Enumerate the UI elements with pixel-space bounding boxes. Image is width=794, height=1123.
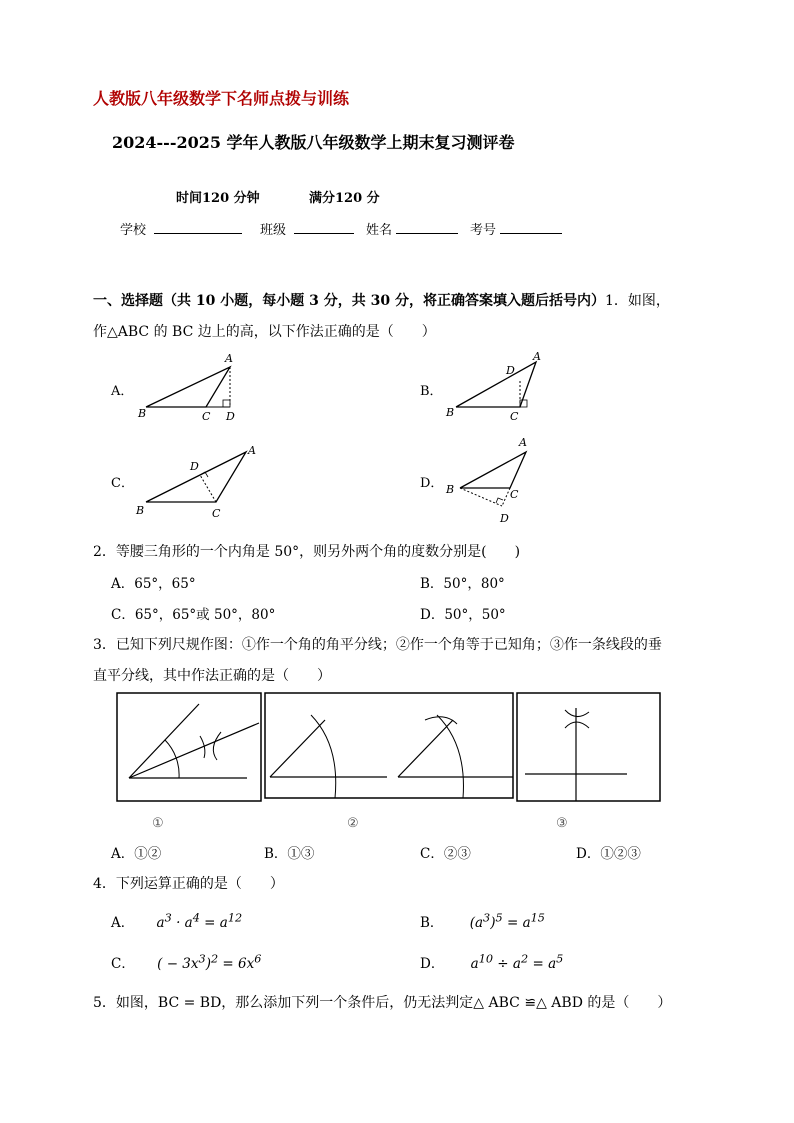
- q4-option-a[interactable]: [111, 911, 242, 931]
- q4-option-d-letter: D．: [420, 956, 445, 972]
- q4-option-a-expr: $a^3 \cdot a^4 = a^{12}$: [156, 911, 243, 931]
- point-c-label: C: [212, 507, 221, 520]
- class-label: 班级: [260, 223, 287, 238]
- exam-no-blank[interactable]: [500, 221, 562, 234]
- name-blank[interactable]: [396, 221, 458, 234]
- q1-figure-c: [130, 440, 270, 520]
- point-a-label: A: [533, 350, 541, 363]
- construction-arc: [437, 715, 463, 798]
- q3-option-d[interactable]: D．①②③: [576, 846, 641, 862]
- construction-arc: [165, 740, 179, 778]
- point-b-label: B: [446, 483, 455, 496]
- q3-option-c[interactable]: C．②③: [420, 846, 471, 862]
- point-d-label: D: [500, 512, 509, 525]
- construction-arc: [311, 715, 336, 798]
- school-label: 学校: [120, 223, 147, 238]
- right-angle-mark: [223, 400, 230, 407]
- point-c-label: C: [510, 488, 519, 501]
- exam-no-field: [470, 219, 562, 238]
- exam-full-score: 满分120 分: [309, 191, 380, 206]
- q1-figure-b: [440, 350, 560, 430]
- class-field: [260, 219, 354, 238]
- class-blank[interactable]: [294, 221, 354, 234]
- q3-option-a[interactable]: A．①②: [111, 846, 162, 862]
- angle-ray-right: [398, 720, 453, 777]
- q4-option-c-expr: ( − $3x^3)^2 = 6x^6$: [157, 952, 262, 972]
- construction-arc: [565, 722, 589, 728]
- triangle-abc: [146, 367, 230, 407]
- q4-option-d-expr: $a^{10} \div a^2 = a^5$: [470, 952, 564, 972]
- q3-frame-2: [265, 693, 513, 798]
- q1-option-a-label: A．: [111, 384, 134, 399]
- q4-stem: 4．下列运算正确的是（ ）: [93, 876, 284, 892]
- name-label: 姓名: [366, 223, 393, 238]
- section-heading-text: 一、选择题（共 10 小题，每小题 3 分，共 30 分，将正确答案填入题后括号内）: [93, 293, 605, 309]
- angle-bisector: [129, 723, 259, 778]
- point-a-label: A: [248, 444, 256, 457]
- q3-figures: [115, 690, 665, 805]
- q4-option-b[interactable]: [420, 911, 545, 931]
- triangle-abc: [460, 452, 526, 488]
- q3-frame-1: [117, 693, 261, 801]
- q3-figure-label-2: ②: [347, 816, 359, 831]
- q2-option-c[interactable]: C．65°，65°或 50°，80°: [111, 607, 276, 623]
- q1-start: 1．如图，: [604, 293, 670, 309]
- q2-stem: 2．等腰三角形的一个内角是 50°，则另外两个角的度数分别是( ): [93, 544, 521, 560]
- point-a-label: A: [519, 436, 527, 449]
- q3-figure-label-3: ③: [556, 816, 568, 831]
- point-c-label: C: [510, 410, 519, 423]
- school-field: [120, 219, 242, 238]
- exam-title: 2024---2025 学年人教版八年级数学上期末复习测评卷: [112, 133, 515, 152]
- right-angle-mark: [496, 498, 503, 503]
- angle-ray-upper: [129, 704, 199, 778]
- construction-arc: [565, 710, 589, 717]
- q3-option-b[interactable]: B．①③: [264, 846, 315, 862]
- section-heading: [93, 290, 670, 310]
- q3-stem-line2: 直平分线，其中作法正确的是（ ）: [93, 668, 331, 684]
- q1-option-c-label: C．: [111, 476, 134, 491]
- construction-arc: [213, 732, 221, 760]
- exam-no-label: 考号: [470, 223, 497, 238]
- point-d-label: D: [226, 410, 235, 423]
- q3-frame-3: [517, 693, 660, 801]
- q2-option-a[interactable]: A．65°，65°: [111, 576, 196, 592]
- school-blank[interactable]: [154, 221, 242, 234]
- q1-stem: 作△ABC 的 BC 边上的高，以下作法正确的是（ ）: [93, 324, 436, 340]
- q1-figure-d: [440, 430, 560, 530]
- q4-option-c[interactable]: [111, 952, 261, 972]
- point-b-label: B: [138, 407, 147, 420]
- q2-option-b[interactable]: B．50°，80°: [420, 576, 505, 592]
- series-title: 人教版八年级数学下名师点拨与训练: [93, 89, 350, 108]
- point-d-label: D: [506, 364, 515, 377]
- point-c-label: C: [202, 410, 211, 423]
- q3-stem-line1: 3．已知下列尺规作图：①作一个角的角平分线；②作一个角等于已知角；③作一条线段的垂: [93, 637, 662, 653]
- q1-option-d-label: D．: [420, 476, 444, 491]
- q4-option-a-letter: A．: [111, 915, 135, 931]
- altitude-line: [200, 475, 216, 502]
- construction-arc: [425, 717, 457, 724]
- point-b-label: B: [136, 504, 145, 517]
- angle-ray-left: [270, 720, 325, 777]
- q1-option-b-label: B．: [420, 384, 443, 399]
- q4-option-b-expr: $(a^3)^5 = a^{15}$: [469, 911, 545, 931]
- q4-option-b-letter: B．: [420, 915, 444, 931]
- name-field: [366, 219, 458, 238]
- altitude-line: [460, 488, 502, 506]
- exam-time: 时间120 分钟: [176, 191, 260, 206]
- q3-figure-label-1: ①: [152, 816, 164, 831]
- q2-option-d[interactable]: D．50°，50°: [420, 607, 506, 623]
- point-d-label: D: [190, 460, 199, 473]
- extended-side: [502, 488, 510, 506]
- q1-figure-a: [130, 350, 260, 430]
- q4-option-d[interactable]: [420, 952, 563, 972]
- point-a-label: A: [225, 352, 233, 365]
- q4-option-c-letter: C．: [111, 956, 135, 972]
- point-b-label: B: [446, 406, 455, 419]
- q5-stem: 5．如图，BC = BD，那么添加下列一个条件后，仍无法判定△ ABC ≌△ ABD 的是（ ）: [93, 995, 672, 1011]
